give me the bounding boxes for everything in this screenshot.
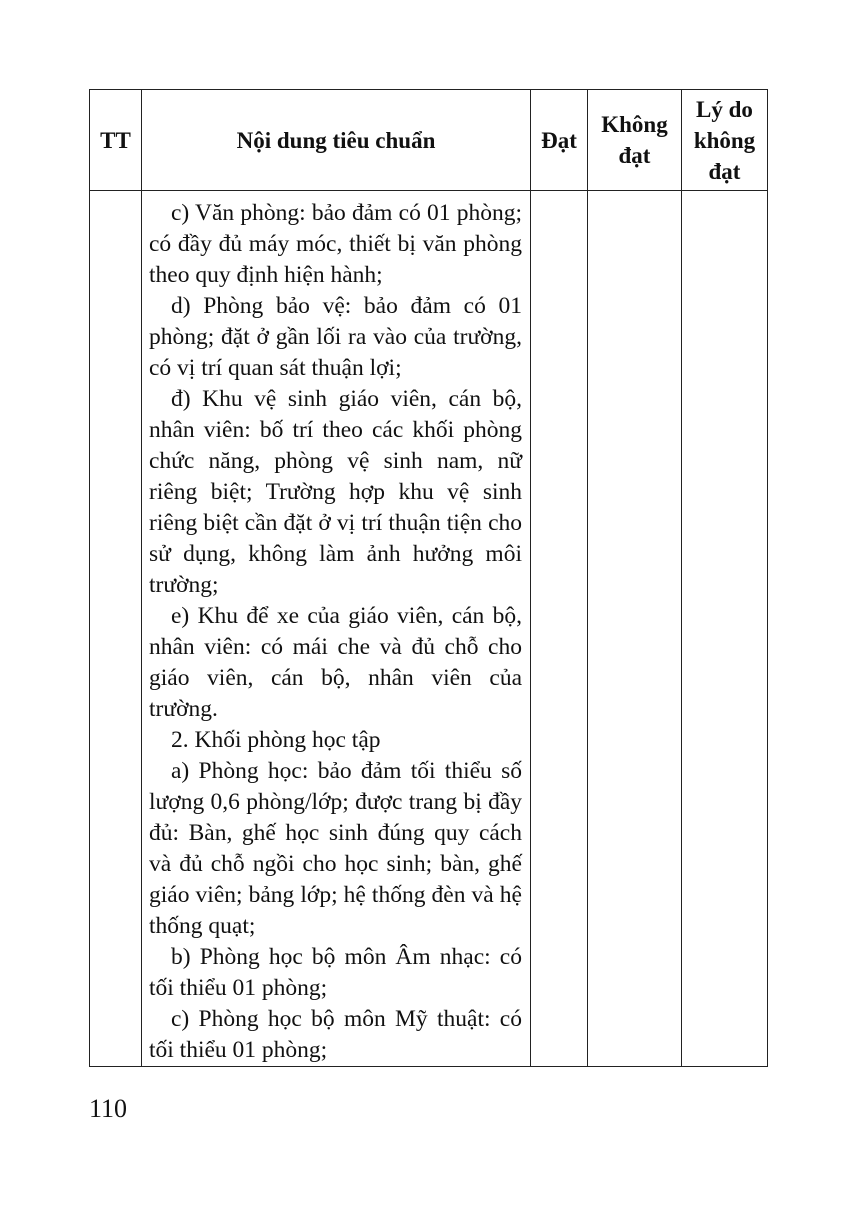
paragraph: e) Khu để xe của giáo viên, cán bộ, nhân viên: có mái che và đủ chỗ cho giáo viên, cán bộ, nhân viên của trường. [149, 603, 522, 722]
header-fail [588, 90, 682, 191]
cell-reason [682, 191, 768, 1067]
cell-tt [90, 191, 142, 1067]
content-text [142, 191, 530, 1066]
header-reason [682, 90, 768, 191]
cell-pass [531, 191, 588, 1067]
paragraph: b) Phòng học bộ môn Âm nhạc: có tối thiểu 01 phòng; [149, 944, 522, 1001]
cell-content [142, 191, 531, 1067]
header-row [90, 90, 768, 191]
paragraph: c) Phòng học bộ môn Mỹ thuật: có tối thiểu 01 phòng; [149, 1006, 522, 1063]
paragraph: đ) Khu vệ sinh giáo viên, cán bộ, nhân viên: bố trí theo các khối phòng chức năng, phòng vệ sinh nam, nữ riêng biệt; Trường hợp khu vệ sinh riêng biệt cần đặt ở vị trí thuận tiện cho sử dụng, không làm ảnh hưởng môi trường; [149, 386, 522, 598]
header-tt: TT [90, 90, 142, 191]
paragraph: 2. Khối phòng học tập [171, 727, 381, 753]
header-content: Nội dung tiêu chuẩn [142, 90, 531, 191]
paragraph: d) Phòng bảo vệ: bảo đảm có 01 phòng; đặt ở gần lối ra vào của trường, có vị trí quan sát thuận lợi; [149, 293, 522, 381]
paragraph: c) Văn phòng: bảo đảm có 01 phòng; có đầy đủ máy móc, thiết bị văn phòng theo quy định hiện hành; [149, 200, 522, 288]
paragraph: a) Phòng học: bảo đảm tối thiểu số lượng 0,6 phòng/lớp; được trang bị đầy đủ: Bàn, ghế học sinh đúng quy cách và đủ chỗ ngồi cho học sinh; bàn, ghế giáo viên; bảng lớp; hệ thống đèn và hệ thống quạt; [149, 758, 522, 939]
criteria-table [89, 89, 768, 1067]
table-row [90, 191, 768, 1067]
header-reason-label: Lý do không đạt [693, 96, 756, 184]
header-fail-label: Không đạt [601, 112, 668, 168]
cell-fail [588, 191, 682, 1067]
page-number: 110 [89, 1094, 128, 1123]
header-pass: Đạt [531, 90, 588, 191]
